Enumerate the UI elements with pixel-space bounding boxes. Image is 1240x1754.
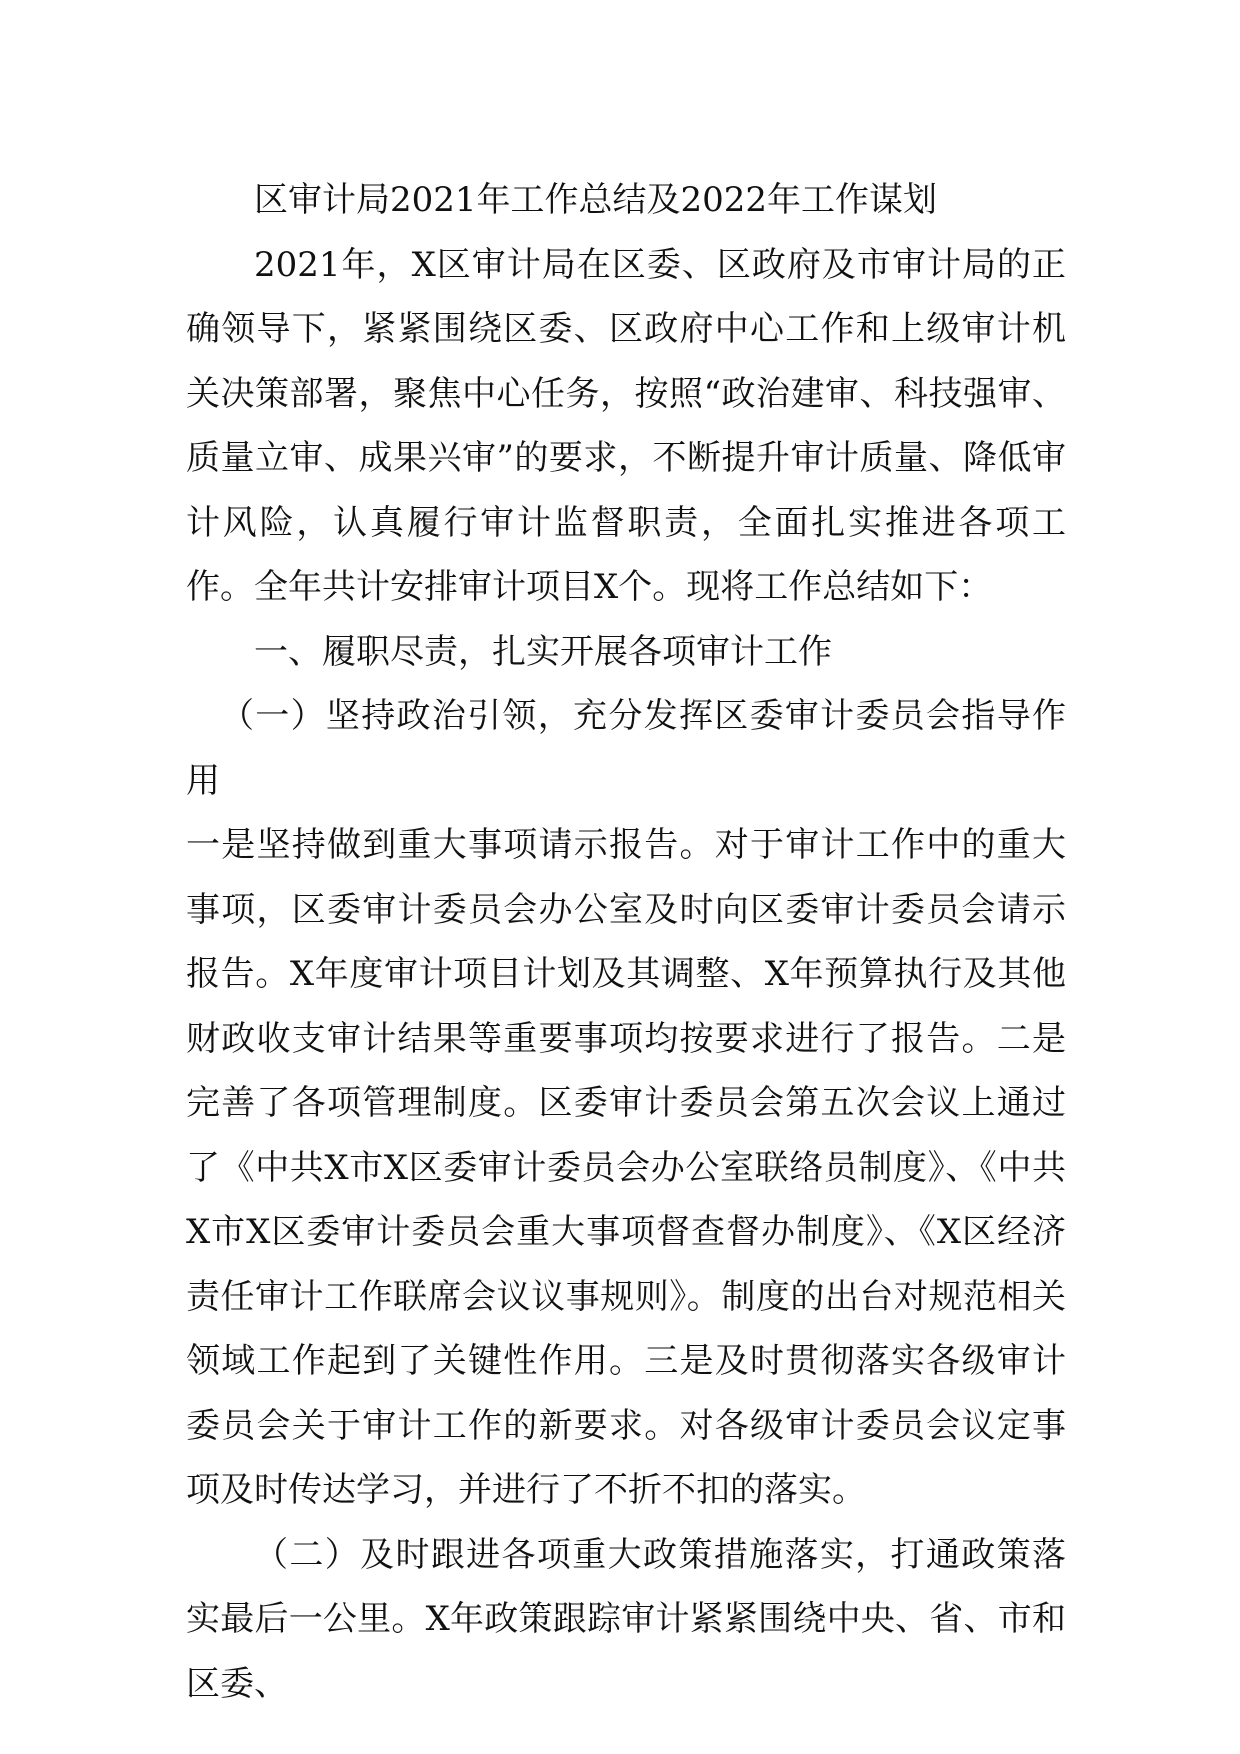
document-title: 区审计局2021年工作总结及2022年工作谋划 [254,180,938,220]
section-heading: 一、履职尽责，扎实开展各项审计工作 [254,631,832,672]
subsection-heading: （一）坚持政治引领，充分发挥区委审计委员会指导作用 [186,696,1066,801]
body-paragraph: 一是坚持做到重大事项请示报告。对于审计工作中的重大事项，区委审计委员会办公室及时向区委审计委员会请示报告。X年度审计项目计划及其调整、X年预算执行及其他财政收支审计结果等重要事项均按要求进行了报告。二是完善了各项管理制度。区委审计委员会第五次会议上通过了《中共X市X区委审计委员会办公室联络员制度》、《中共X市X区委审计委员会重大事项督查督办制度》、《X区经济责任审计工作联席会议议事规则》。制度的出台对规范相关领域工作起到了关键性作用。三是及时贯彻落实各级审计委员会关于审计工作的新要求。对各级审计委员会议定事项及时传达学习，并进行了不折不扣的落实。 [186,825,1066,1510]
document-body [186,168,1066,1716]
intro-paragraph: 2021年，X区审计局在区委、区政府及市审计局的正确领导下，紧紧围绕区委、区政府中心工作和上级审计机关决策部署，聚焦中心任务，按照“政治建审、科技强审、质量立审、成果兴审”的要求，不断提升审计质量、降低审计风险，认真履行审计监督职责，全面扎实推进各项工作。全年共计安排审计项目X个。现将工作总结如下： [186,244,1066,607]
body-paragraph-continued: （二）及时跟进各项重大政策措施落实，打通政策落实最后一公里。X年政策跟踪审计紧紧围绕中央、省、市和区委、 [186,1534,1066,1704]
